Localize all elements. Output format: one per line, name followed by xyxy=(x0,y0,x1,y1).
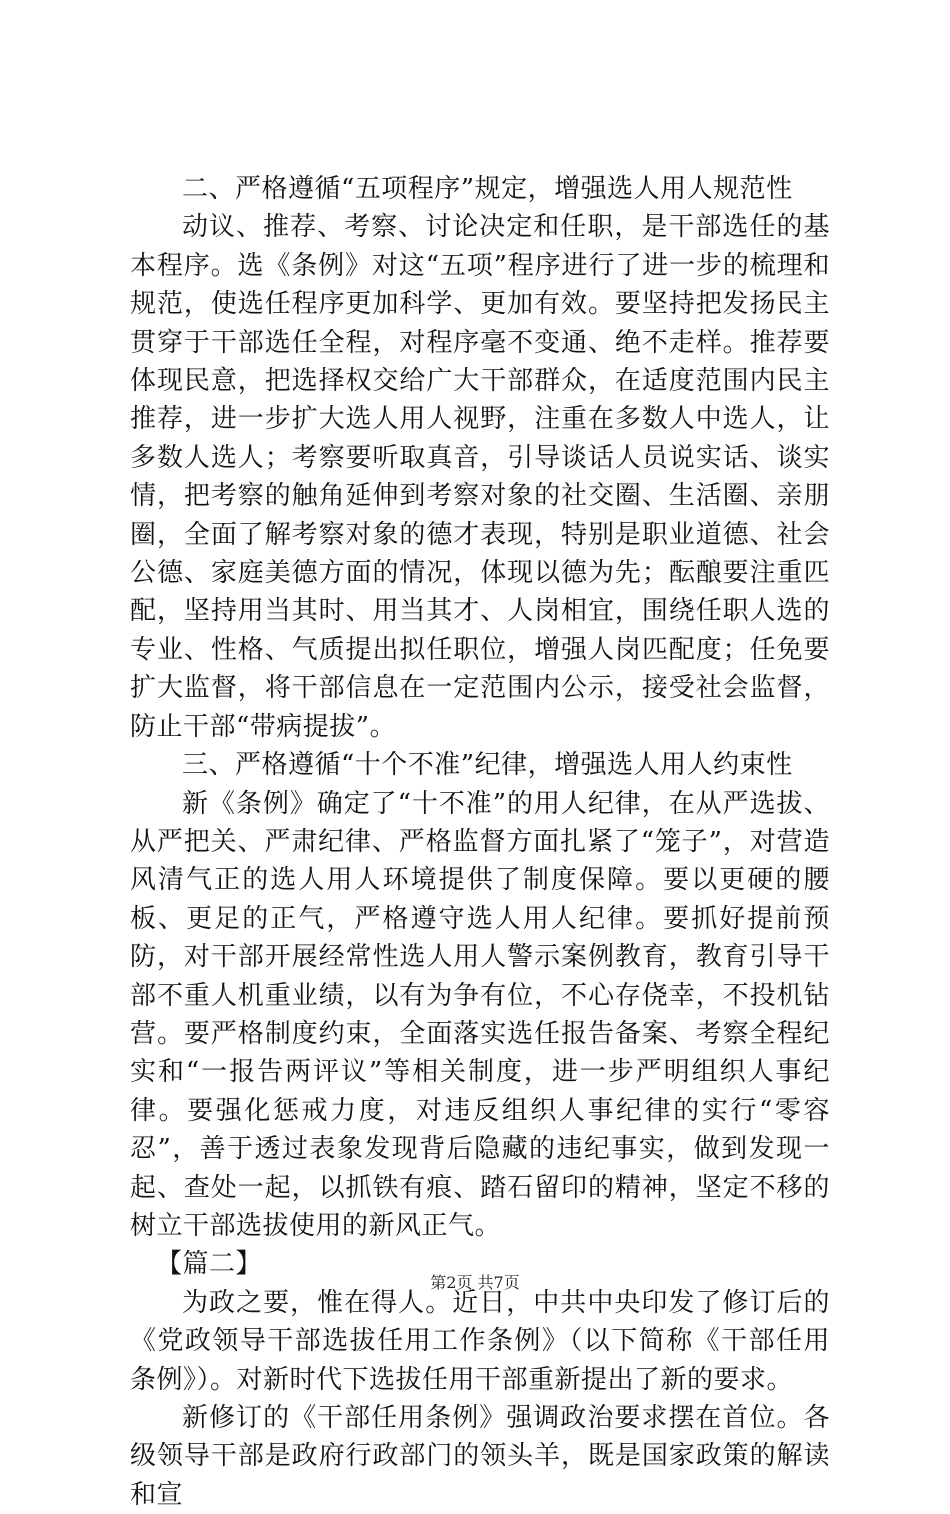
paragraph: 动议、推荐、考察、讨论决定和任职，是干部选任的基本程序。选《条例》对这“五项”程序进行了进一步的梳理和规范，使选任程序更加科学、更加有效。要坚持把发扬民主贯穿于干部选任全程，对程序毫不变通、绝不走样。推荐要体现民意，把选择权交给广大干部群众，在适度范围内民主推荐，进一步扩大选人用人视野，注重在多数人中选人，让多数人选人；考察要听取真音，引导谈话人员说实话、谈实情，把考察的触角延伸到考察对象的社交圈、生活圈、亲朋圈，全面了解考察对象的德才表现，特别是职业道德、社会公德、家庭美德方面的情况，体现以德为先；酝酿要注重匹配，坚持用当其时、用当其才、人岗相宜，围绕任职人选的专业、性格、气质提出拟任职位，增强人岗匹配度；任免要扩大监督，将干部信息在一定范围内公示，接受社会监督，防止干部“带病提拔”。 xyxy=(130,212,830,742)
part-two-heading: 【篇二】 xyxy=(156,1249,263,1280)
document-body xyxy=(130,170,830,1514)
section-heading-two: 二、严格遵循“五项程序”规定，增强选人用人规范性 xyxy=(182,174,793,204)
paragraph: 新《条例》确定了“十不准”的用人纪律，在从严选拔、从严把关、严肃纪律、严格监督方面扎紧了“笼子”，对营造风清气正的选人用人环境提供了制度保障。要以更硬的腰板、更足的正气，严格遵守选人用人纪律。要抓好提前预防，对干部开展经常性选人用人警示案例教育，教育引导干部不重人机重业绩，以有为争有位，不心存侥幸，不投机钻营。要严格制度约束，全面落实选任报告备案、考察全程纪实和“一报告两评议”等相关制度，进一步严明组织人事纪律。要强化惩戒力度，对违反组织人事纪律的实行“零容忍”，善于透过表象发现背后隐藏的违纪事实，做到发现一起、查处一起，以抓铁有痕、踏石留印的精神，坚定不移的树立干部选拔使用的新风正气。 xyxy=(130,788,830,1241)
page-footer: 第2页 共7页 xyxy=(430,1273,520,1292)
paragraph: 为政之要，惟在得人。近日，中共中央印发了修订后的《党政领导干部选拔任用工作条例》（以下简称《干部任用条例》）。对新时代下选拔任用干部重新提出了新的要求。 xyxy=(130,1287,830,1395)
section-heading-three: 三、严格遵循“十个不准”纪律，增强选人用人约束性 xyxy=(182,750,793,781)
paragraph: 新修订的《干部任用条例》强调政治要求摆在首位。各级领导干部是政府行政部门的领头羊，既是国家政策的解读和宣 xyxy=(130,1403,830,1510)
